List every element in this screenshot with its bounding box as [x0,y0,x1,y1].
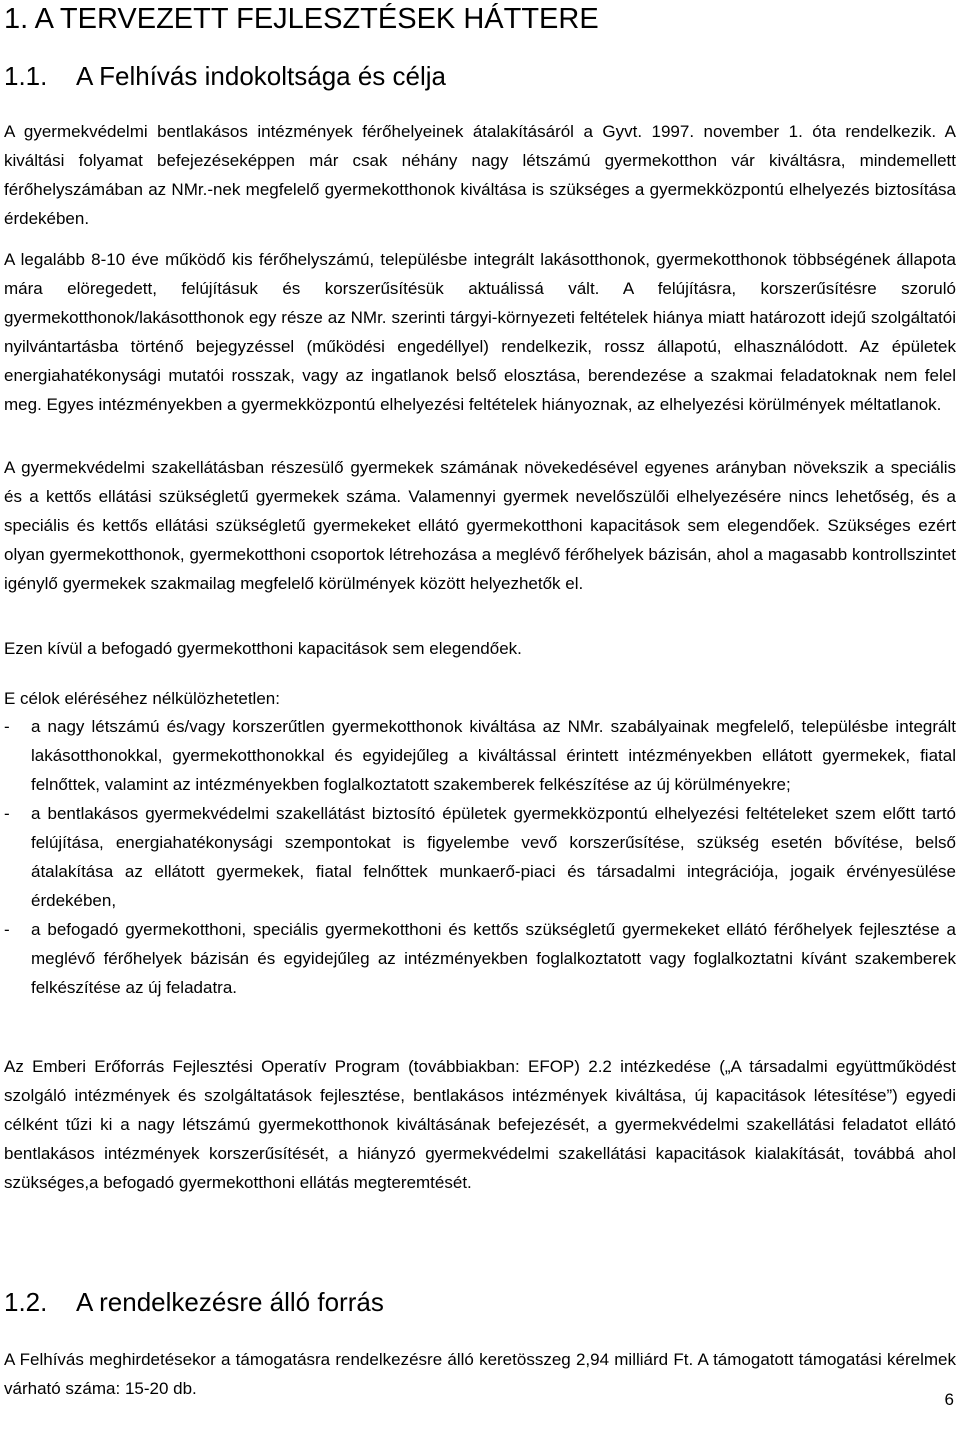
paragraph-special-needs: A gyermekvédelmi szakellátásban részesülő gyermekek számának növekedésével egyenes arányban növekszik a speciális és a kettős ellátási szükségletű gyermekek száma. Valamennyi gyermek nevelőszülői elhelyezésére nincs lehetőség, és a speciális és kettős ellátási szükségletű gyermekeket ellátó gyermekotthoni kapacitások sem elegendőek. Szükséges ezért olyan gyermekotthonok, gyermekotthoni csoportok létrehozása a meglévő férőhelyek bázisán, ahol a magasabb kontrollszintet igénylő gyermekek szakmailag megfelelő körülmények között helyezhetők el. [4,458,956,593]
section-title: A Felhívás indokoltsága és célja [76,61,446,91]
list-item-text: a befogadó gyermekotthoni, speciális gyermekotthoni és kettős szükségletű gyermekeket ellátó férőhelyek fejlesztése a meglévő férőhelyek bázisán és egyidejűleg az intézményekben foglalkoztatott vagy foglalkoztatni kívánt szakemberek felkészítése az új feladatra. [31,920,956,997]
paragraph-facility-condition: A legalább 8-10 éve működő kis férőhelyszámú, településbe integrált lakásotthonok, gyermekotthonok többségének állapota mára elöregedett, felújításuk és korszerűsítésük aktuálissá vált. A felújításra, korszerűsítésre szoruló gyermekotthonok/lakásotthonok egy része az NMr. szerinti tárgyi-környezeti feltételek hiánya miatt határozott idejű szolgáltatói nyilvántartásba történő bejegyzéssel (működési engedéllyel) rendelkezik, rossz állapotú, elhasználódott. Az épületek energiahatékonysági mutatói rosszak, vagy az ingatlanok belső elosztása, berendezése a szakmai feladatoknak nem felel meg. Egyes intézményekben a gyermekközpontú elhelyezési feltételek hiányoznak, az elhelyezési körülmények méltatlanok. [4,250,956,414]
list-marker: - [4,804,10,823]
goals-list [4,712,956,1002]
list-marker: - [4,717,10,736]
list-item-text: a bentlakásos gyermekvédelmi szakellátást biztosító épületek gyermekközpontú elhelyezési feltételeket szem előtt tartó felújítása, energiahatékonysági szempontokat is figyelembe vevő korszerűsítése, szükség esetén bővítése, belső átalakítása az ellátott gyermekek, fiatal felnőttek munkaerő-piaci és társadalmi integrációja, jogaik érvényesülése érdekében, [31,804,956,910]
list-item [4,915,956,1002]
paragraph-efop: Az Emberi Erőforrás Fejlesztési Operatív Program (továbbiakban: EFOP) 2.2 intézkedése („A társadalmi együttműködést szolgáló intézmények és szolgáltatások fejlesztése, bentlakásos intézmények kiváltása, új kapacitások létesítése”) egyedi célként tűzi ki a nagy létszámú gyermekotthonok kiváltásának befejezését, a gyermekvédelmi szakellátási feladatot ellátó bentlakásos intézmények korszerűsítését, a hiányzó gyermekvédelmi szakellátási kapacitások kialakítását, továbbá ahol szükséges,a befogadó gyermekotthoni ellátás megteremtését. [4,1057,956,1192]
paragraph-funding: A Felhívás meghirdetésekor a támogatásra rendelkezésre álló keretösszeg 2,94 milliárd Ft. A támogatott támogatási kérelmek várható száma: 15-20 db. [4,1350,956,1398]
list-marker: - [4,920,10,939]
section-number: 1.2. [4,1287,48,1317]
section-1-1-heading [4,60,446,92]
paragraph-legal-background: A gyermekvédelmi bentlakásos intézmények férőhelyeinek átalakításáról a Gyvt. 1997. november 1. óta rendelkezik. A kiváltási folyamat befejezéseképpen már csak néhány nagy létszámú gyermekotthon vár kiváltásra, mindemellett férőhelyszámában az NMr.-nek megfelelő gyermekotthonok kiváltása is szükséges a gyermekközpontú elhelyezés biztosítása érdekében. [4,122,956,228]
list-item [4,799,956,915]
page-number: 6 [944,1390,954,1409]
section-1-heading: 1. A TERVEZETT FEJLESZTÉSEK HÁTTERE [4,3,599,35]
paragraph-capacity: Ezen kívül a befogadó gyermekotthoni kapacitások sem elegendőek. [4,639,522,658]
paragraph-goals-intro: E célok eléréséhez nélkülözhetetlen: [4,689,280,708]
list-item-text: a nagy létszámú és/vagy korszerűtlen gyermekotthonok kiváltása az NMr. szabályainak megfelelő, településbe integrált lakásotthonokkal, gyermekotthonokkal és egyidejűleg a kiváltással érintett intézményekben ellátott gyermekek, fiatal felnőttek, valamint az intézményekben foglalkoztatott szakemberek felkészítése az új körülményekre; [31,717,956,794]
section-title: A rendelkezésre álló forrás [76,1287,384,1317]
list-item [4,712,956,799]
section-1-2-heading [4,1286,384,1318]
section-number: 1.1. [4,61,48,91]
